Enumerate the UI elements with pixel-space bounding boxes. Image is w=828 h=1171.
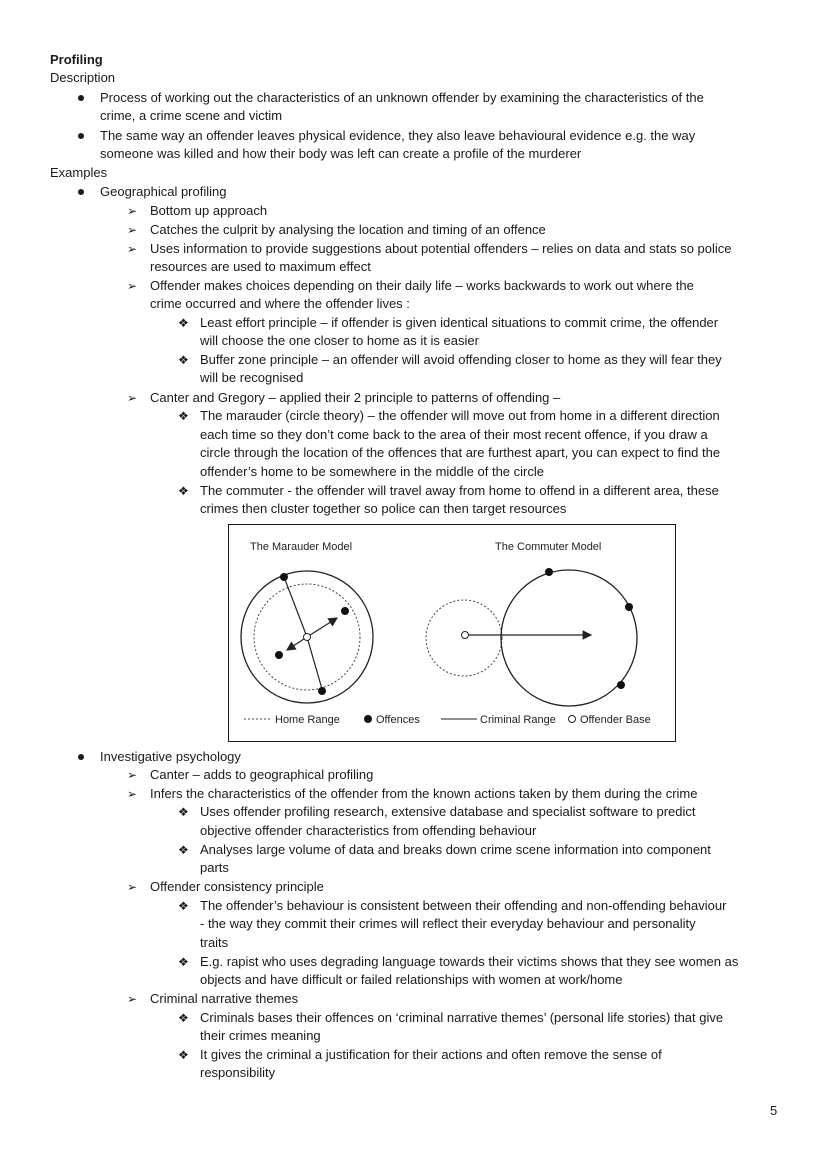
ip-infers: Infers the characteristics of the offender from the known actions taken by them during the crime — [150, 786, 698, 801]
geo-sub1-item-1-line-1: Least effort principle – if offender is given identical situations to commit crime, the offender — [200, 315, 719, 330]
ip-narrative: Criminal narrative themes — [150, 991, 299, 1006]
geo-point-3-line-2: resources are used to maximum effect — [150, 259, 371, 274]
offence-dot — [341, 607, 349, 615]
ip-title: Investigative psychology — [100, 749, 241, 764]
ip-consistency-sub-2-line-1: E.g. rapist who uses degrading language towards their victims shows that they see women as — [200, 954, 739, 969]
bullet-icon — [78, 95, 84, 101]
bullet-icon — [78, 189, 84, 195]
description-item-1-line-1: Process of working out the characteristics of an unknown offender by examining the characteristics of the — [100, 90, 704, 105]
geo-point-4-line-1: Offender makes choices depending on their daily life – works backwards to work out where the — [150, 278, 694, 293]
bullet-icon — [78, 133, 84, 139]
diamond-bullet-icon: ❖ — [178, 899, 189, 913]
ip-narrative-sub-1-line-1: Criminals bases their offences on ‘criminal narrative themes’ (personal life stories) that give — [200, 1010, 724, 1025]
examples-label: Examples — [50, 165, 108, 180]
geo-sub2-item-1-line-3: circle through the location of the offences that are furthest apart, you can expect to find the — [200, 445, 721, 460]
marauder-title: The Marauder Model — [250, 541, 353, 553]
ip-consistency-sub-2-line-2: objects and have difficult or failed relationships with women at work/home — [200, 972, 623, 987]
description-label: Description — [50, 70, 116, 85]
legend-offender-base: Offender Base — [580, 714, 651, 726]
geo-sub2-item-1-line-4: offender’s home to be somewhere in the middle of the circle — [200, 464, 544, 479]
bullet-icon — [78, 754, 84, 760]
ip-consistency-sub-1-line-2: - the way they commit their crimes will reflect their everyday behaviour and personality — [200, 916, 696, 931]
ip-consistency-sub-1-line-1: The offender’s behaviour is consistent between their offending and non-offending behaviour — [200, 898, 727, 913]
ip-narrative-sub-2-line-2: responsibility — [200, 1065, 276, 1080]
diamond-bullet-icon: ❖ — [178, 955, 189, 969]
ip-narrative-sub-2-line-1: It gives the criminal a justification for their actions and often remove the sense of — [200, 1047, 662, 1062]
arrow-bullet-icon: ➢ — [127, 391, 138, 405]
geo-point-4-line-2: crime occurred and where the offender lives : — [150, 296, 410, 311]
arrow-bullet-icon: ➢ — [127, 880, 138, 894]
offender-base-marker — [462, 632, 469, 639]
offence-dot — [280, 573, 288, 581]
arrow-bullet-icon: ➢ — [127, 787, 138, 801]
models-diagram — [229, 525, 674, 740]
legend-offences: Offences — [376, 714, 420, 726]
geo-sub2-item-2-line-2: crimes then cluster together so police can then target resources — [200, 501, 567, 516]
geo-point-3-line-1: Uses information to provide suggestions about potential offenders – relies on data and stats so police — [150, 241, 732, 256]
geo-title: Geographical profiling — [100, 184, 227, 199]
offence-dot — [625, 603, 633, 611]
diamond-bullet-icon: ❖ — [178, 484, 189, 498]
arrow-bullet-icon: ➢ — [127, 242, 138, 256]
diamond-bullet-icon: ❖ — [178, 1048, 189, 1062]
geo-sub1-item-2-line-1: Buffer zone principle – an offender will avoid offending closer to home as they will fear they — [200, 352, 722, 367]
diamond-bullet-icon: ❖ — [178, 353, 189, 367]
description-item-2-line-2: someone was killed and how their body was left can create a profile of the murderer — [100, 146, 582, 161]
ip-consistency: Offender consistency principle — [150, 879, 324, 894]
legend-home-range: Home Range — [275, 714, 340, 726]
diamond-bullet-icon: ❖ — [178, 805, 189, 819]
ip-narrative-sub-1-line-2: their crimes meaning — [200, 1028, 321, 1043]
offence-dot — [617, 681, 625, 689]
geo-sub2-item-1-line-1: The marauder (circle theory) – the offender will move out from home in a different direction — [200, 408, 720, 423]
arrow-bullet-icon: ➢ — [127, 279, 138, 293]
page-number: 5 — [770, 1103, 778, 1118]
geo-sub1-item-1-line-2: will choose the one closer to home as it is easier — [200, 333, 479, 348]
arrow-bullet-icon: ➢ — [127, 992, 138, 1006]
diamond-bullet-icon: ❖ — [178, 409, 189, 423]
ip-canter: Canter – adds to geographical profiling — [150, 767, 374, 782]
commuter-title: The Commuter Model — [495, 541, 602, 553]
geo-canter: Canter and Gregory – applied their 2 principle to patterns of offending – — [150, 390, 561, 405]
geo-point-1: Bottom up approach — [150, 203, 268, 218]
offence-dot — [318, 687, 326, 695]
diamond-bullet-icon: ❖ — [178, 316, 189, 330]
legend-criminal-range: Criminal Range — [480, 714, 556, 726]
arrow-bullet-icon: ➢ — [127, 204, 138, 218]
geo-point-2: Catches the culprit by analysing the location and timing of an offence — [150, 222, 546, 237]
geo-sub1-item-2-line-2: will be recognised — [200, 370, 304, 385]
geo-sub2-item-2-line-1: The commuter - the offender will travel away from home to offend in a different area, these — [200, 483, 719, 498]
offence-dot — [545, 568, 553, 576]
page-heading: Profiling — [50, 52, 103, 67]
ip-infers-sub-2-line-1: Analyses large volume of data and breaks down crime scene information into component — [200, 842, 711, 857]
marauder-commuter-figure — [228, 524, 676, 742]
arrow-bullet-icon: ➢ — [127, 223, 138, 237]
ip-infers-sub-1-line-1: Uses offender profiling research, extensive database and specialist software to predict — [200, 804, 696, 819]
offence-dot — [275, 651, 283, 659]
ip-consistency-sub-1-line-3: traits — [200, 935, 229, 950]
ip-infers-sub-1-line-2: objective offender characteristics from offending behaviour — [200, 823, 537, 838]
description-item-2-line-1: The same way an offender leaves physical evidence, they also leave behavioural evidence e.g. the way — [100, 128, 696, 143]
commuter-criminal-range — [501, 570, 637, 706]
diamond-bullet-icon: ❖ — [178, 1011, 189, 1025]
description-item-1-line-2: crime, a crime scene and victim — [100, 108, 283, 123]
arrow-bullet-icon: ➢ — [127, 768, 138, 782]
geo-sub2-item-1-line-2: each time so they don’t come back to the area of their most recent offence, if you draw a — [200, 427, 708, 442]
offender-base-marker — [304, 634, 311, 641]
ip-infers-sub-2-line-2: parts — [200, 860, 229, 875]
diamond-bullet-icon: ❖ — [178, 843, 189, 857]
